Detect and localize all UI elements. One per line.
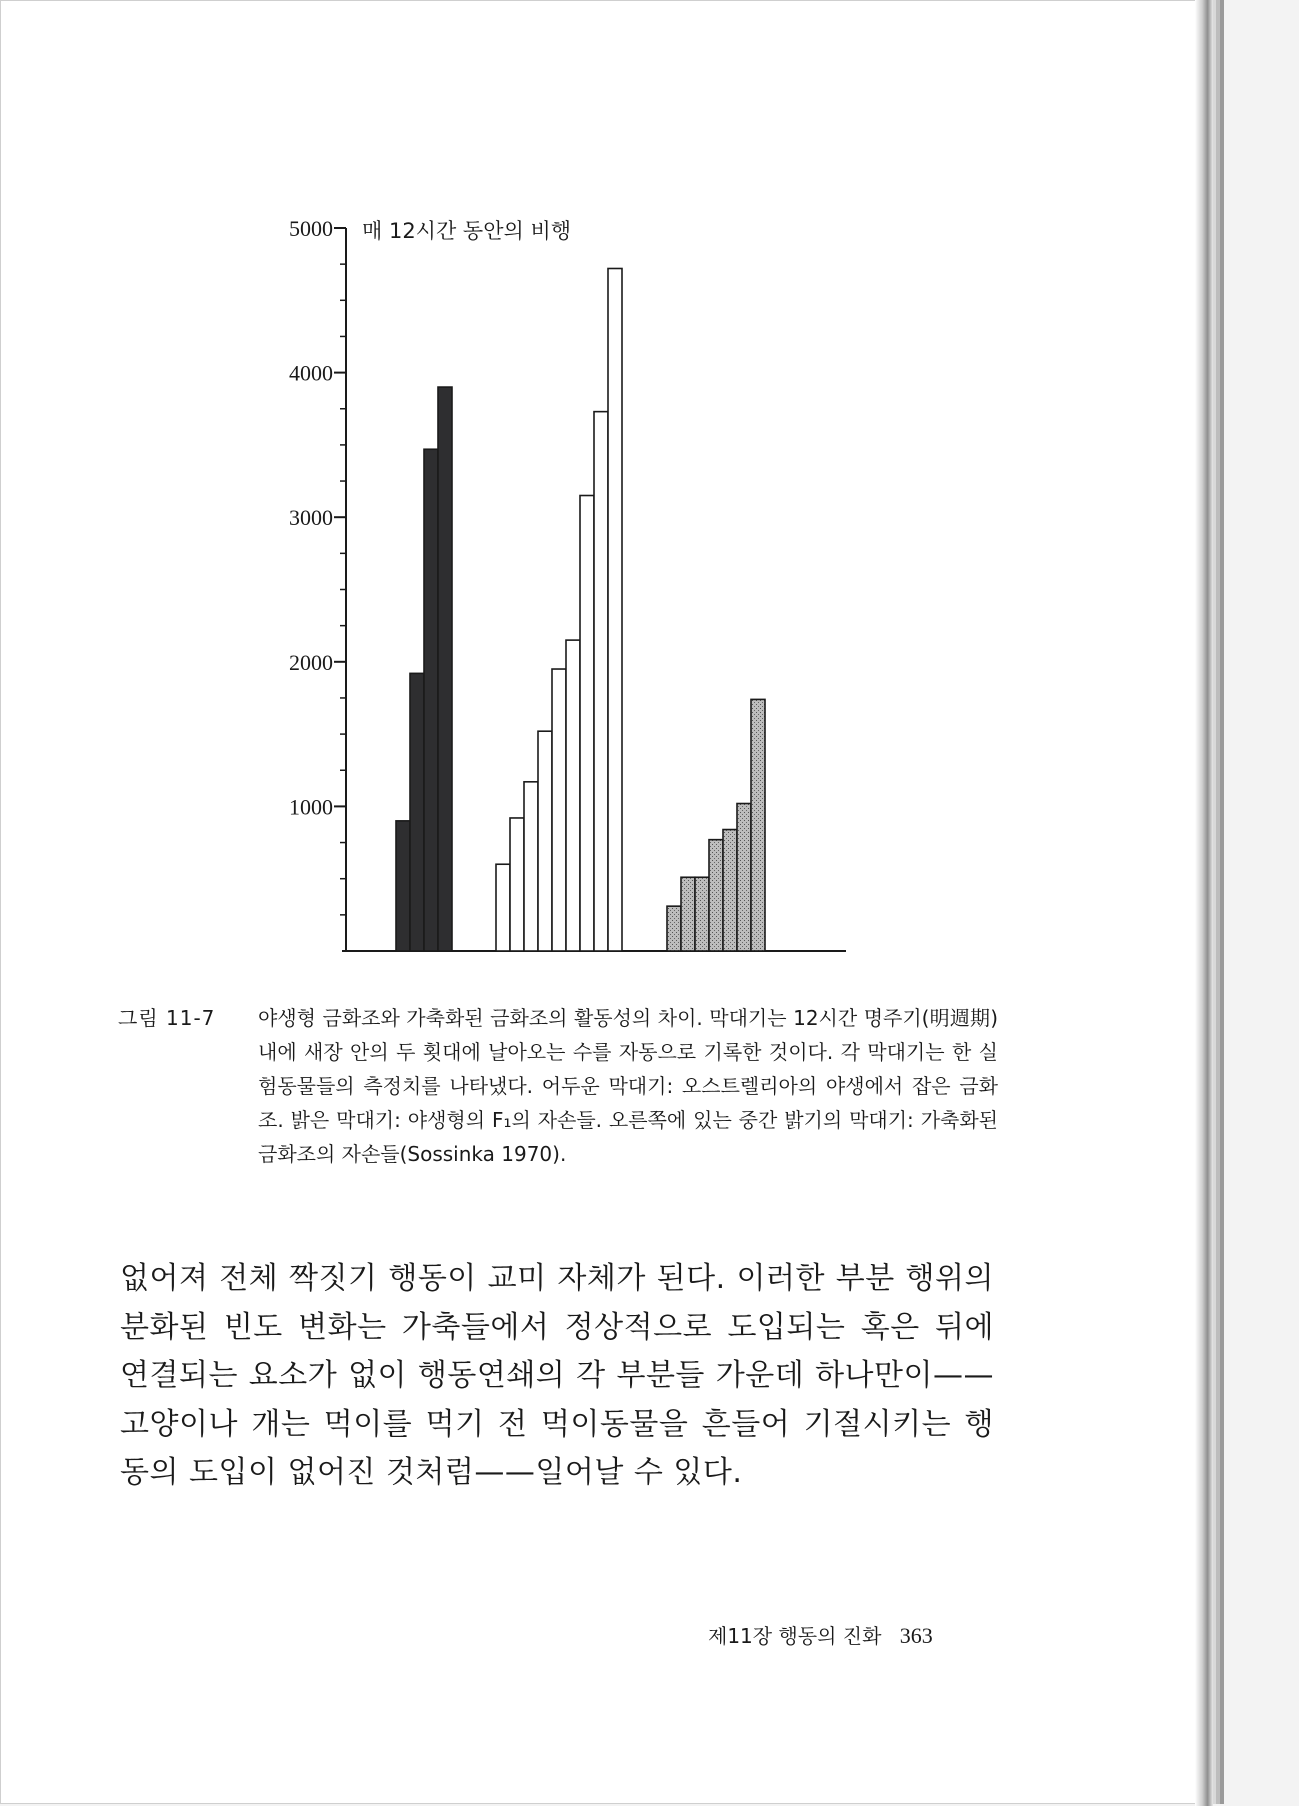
bar — [566, 640, 580, 951]
bar — [496, 864, 510, 951]
bar — [667, 906, 681, 951]
y-axis-title: 매 12시간 동안의 비행 — [362, 219, 572, 243]
bar — [681, 877, 695, 951]
y-tick-label: 2000 — [289, 649, 333, 675]
bar — [594, 412, 608, 951]
page-number: 363 — [899, 1623, 933, 1648]
bar — [695, 877, 709, 951]
chapter-title: 제11장 행동의 진화 — [708, 1624, 882, 1648]
bar — [524, 782, 538, 951]
bar — [709, 840, 723, 951]
body-paragraph: 없어져 전체 짝짓기 행동이 교미 자체가 된다. 이러한 부분 행위의 분화된 빈도 변화는 가축들에서 정상적으로 도입되는 혹은 뒤에 연결되는 요소가 없이 행동연쇄의 각 부분들 가운데 하나만이——고양이나 개는 먹이를 먹기 전 먹이동물을 흔들어 기절시키는 행동의 도입이 없어진 것처럼——일어날 수 있다. — [120, 1261, 994, 1490]
y-tick-label: 1000 — [289, 794, 333, 820]
y-tick-label: 5000 — [289, 216, 333, 241]
bar-group-1 — [396, 387, 452, 951]
bar — [723, 830, 737, 951]
bar — [580, 496, 594, 951]
bar — [737, 804, 751, 951]
bar-group-3 — [667, 699, 765, 951]
y-tick-label: 3000 — [289, 505, 333, 531]
bar — [538, 731, 552, 951]
chart-bars — [396, 268, 765, 951]
bar — [438, 387, 452, 951]
y-tick-label: 4000 — [289, 360, 333, 386]
bar — [608, 268, 622, 951]
figure-label: 그림 11-7 — [118, 1006, 216, 1030]
bar — [510, 818, 524, 951]
caption-text: 야생형 금화조와 가축화된 금화조의 활동성의 차이. 막대기는 12시간 명주기(明週期)내에 새장 안의 두 횟대에 날아오는 수를 자동으로 기록한 것이다. 각 막대기는 한 실험동물들의 측정치를 나타냈다. 어두운 막대기: 오스트렐리아의 야생에서 잡은 금화조. 밝은 막대기: 야생형의 F₁의 자손들. 오른쪽에 있는 중간 밝기의 막대기: 가축화된 금화조의 자손들(Sossinka 1970). — [258, 1006, 998, 1166]
bar-group-2 — [496, 268, 622, 951]
bar — [751, 699, 765, 951]
bar — [552, 669, 566, 951]
bar — [424, 449, 438, 951]
bar — [396, 821, 410, 951]
bar — [410, 673, 424, 951]
running-head — [708, 1620, 933, 1649]
